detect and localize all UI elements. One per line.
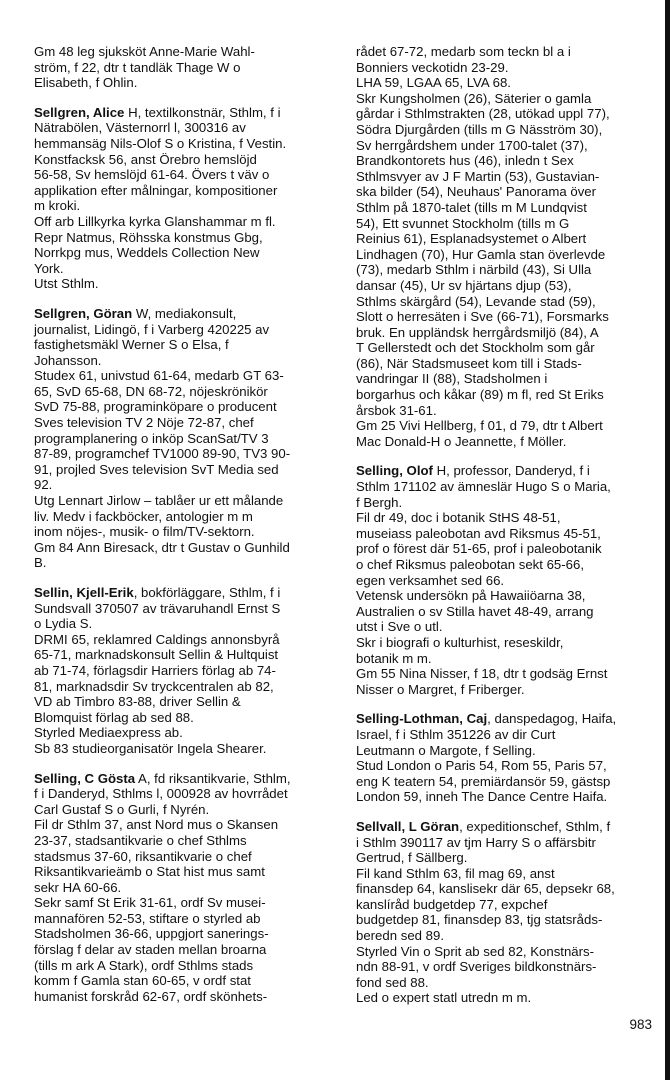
entry-line: m kroki. bbox=[34, 198, 81, 214]
entry-line: Stud London o Paris 54, Rom 55, Paris 57, bbox=[356, 758, 607, 774]
entry-line: Bonniers veckotidn 23-29. bbox=[356, 59, 509, 75]
entry-line: 92. bbox=[34, 477, 53, 493]
entry-line: Off arb Lillkyrka kyrka Glanshammar m fl. bbox=[34, 213, 276, 229]
entry-selling-c-gosta-continued bbox=[356, 44, 656, 449]
entry-line: årsbok 31-61. bbox=[356, 402, 437, 418]
entry-line: T Gellerstedt och det Stockholm som går bbox=[356, 340, 595, 356]
entry-line: Skr Kungsholmen (26), Säterier o gamla bbox=[356, 90, 592, 106]
entry-line: förslag f delar av staden mellan broarna bbox=[34, 942, 267, 958]
entry-line: Sthlms skärgård (54), Levande stad (59), bbox=[356, 293, 596, 309]
entry-line: Fil dr Sthlm 37, anst Nord mus o Skansen bbox=[34, 817, 279, 833]
entry-line: egen verksamhet sed 66. bbox=[356, 572, 505, 588]
entry-line: Sthlmsvyer av J F Martin (53), Gustavian- bbox=[356, 168, 600, 184]
entry-line: Australien o sv Stilla havet 48-49, arrang bbox=[356, 603, 594, 619]
entry-sellin-kjell-erik bbox=[34, 585, 334, 757]
entry-line: komm f Gamla stan 60-65, v ordf stat bbox=[34, 973, 251, 989]
entry-line: fastighetsmäkl Werner S o Elsa, f bbox=[34, 337, 229, 353]
entry-line: mannafören 52-53, stiftare o styrled ab bbox=[34, 910, 261, 926]
entry-line: 87-89, programchef TV1000 89-90, TV3 90- bbox=[34, 446, 291, 462]
entry-line: 23-37, stadsantikvarie o chef Sthlms bbox=[34, 832, 247, 848]
entry-line: 65, SvD 65-68, DN 68-72, nöjeskrönikör bbox=[34, 383, 268, 399]
entry-line: Blomquist förlag ab sed 88. bbox=[34, 709, 194, 725]
entry-line: Sekr samf St Erik 31-61, ordf Sv musei- bbox=[34, 895, 266, 911]
entry-line: London 59, inneh The Dance Centre Haifa. bbox=[356, 789, 608, 805]
entry-line: (86), När Stadsmuseet kom till i Stads- bbox=[356, 355, 582, 371]
entry-line: Sundsvall 370507 av trävaruhandl Ernst S bbox=[34, 600, 281, 616]
entry-heading-line bbox=[34, 771, 334, 787]
entry-line: Gm 55 Nina Nisser, f 18, dtr t godsäg Ernst bbox=[356, 666, 608, 682]
entry-line: Nisser o Margret, f Friberger. bbox=[356, 681, 525, 697]
entry-heading-line bbox=[356, 819, 656, 835]
entry-line: , expeditionschef, Sthlm, f bbox=[459, 818, 611, 834]
entry-line: Johansson. bbox=[34, 352, 102, 368]
entry-line: LHA 59, LGAA 65, LVA 68. bbox=[356, 75, 511, 91]
column-left bbox=[34, 44, 334, 1018]
entry-line: York. bbox=[34, 260, 64, 276]
entry-line: Gm 48 leg sjuksköt Anne-Marie Wahl- bbox=[34, 44, 255, 59]
entry-line: Sthlm 171102 av ämneslär Hugo S o Maria, bbox=[356, 479, 611, 495]
entry-line: 91, projled Sves television SvT Media sed bbox=[34, 461, 279, 477]
entry-sellgren-goran bbox=[34, 306, 334, 571]
entry-line: 54), Ett svunnet Stockholm (tills m G bbox=[356, 215, 570, 231]
entry-line: Sv herrgårdshem under 1700-talet (37), bbox=[356, 137, 588, 153]
entry-line: Studex 61, univstud 61-64, medarb GT 63- bbox=[34, 368, 284, 384]
entry-line: hemmansäg Nils-Olof S o Kristina, f Vestin. bbox=[34, 135, 287, 151]
entry-line: Repr Natmus, Röhsska konstmus Gbg, bbox=[34, 229, 263, 245]
entry-line: Fil kand Sthlm 63, fil mag 69, anst bbox=[356, 865, 555, 881]
entry-name: Sellgren, Alice bbox=[34, 104, 125, 120]
entry-line: (tills m ark A Stark), ordf Sthlms stads bbox=[34, 957, 254, 973]
entry-line: f Bergh. bbox=[356, 494, 403, 510]
entry-line: liv. Medv i fackböcker, antologier m m bbox=[34, 508, 253, 524]
entry-name: Sellin, Kjell-Erik bbox=[34, 585, 134, 600]
entry-line: Brandkontorets hus (46), inledn t Sex bbox=[356, 153, 574, 169]
entry-line: dansar (45), Ur sv hjärtans djup (53), bbox=[356, 277, 572, 293]
entry-line: 81, marknadsdir Sv tryckcentralen ab 82, bbox=[34, 678, 274, 694]
entry-line: f i Danderyd, Sthlms l, 000928 av hovrrådet bbox=[34, 786, 288, 802]
entry-line: ab 71-74, förlagsdir Harriers förlag ab 74- bbox=[34, 662, 276, 678]
entry-line: Fil dr 49, doc i botanik StHS 48-51, bbox=[356, 510, 561, 526]
entry-sellvall-l-goran bbox=[356, 819, 656, 1006]
entry-name: Selling, C Gösta bbox=[34, 770, 136, 786]
entry-sellgren-alice bbox=[34, 105, 334, 292]
entry-selling-c-gosta bbox=[34, 771, 334, 1005]
entry-line: sekr HA 60-66. bbox=[34, 879, 122, 895]
entry-line: Vetensk undersökn på Hawaiiöarna 38, bbox=[356, 588, 586, 604]
entry-selling-olof bbox=[356, 463, 656, 697]
entry-line: botanik m m. bbox=[356, 650, 432, 666]
entry-line: ström, f 22, dtr t tandläk Thage W o bbox=[34, 59, 241, 75]
entry-line: Nätrabölen, Västernorrl l, 300316 av bbox=[34, 120, 246, 136]
entry-line: beredn sed 89. bbox=[356, 928, 444, 944]
entry-line: vandringar II (88), Stadsholmen i bbox=[356, 371, 548, 387]
entry-line: Stadsholmen 36-66, uppgjort sanerings- bbox=[34, 926, 269, 942]
entry-line: , bokförläggare, Sthlm, f i bbox=[133, 585, 281, 600]
entry-line: o Lydia S. bbox=[34, 616, 93, 632]
entry-line: prof o förest där 51-65, prof i paleobotanik bbox=[356, 541, 602, 557]
entry-line: DRMI 65, reklamred Caldings annonsbyrå bbox=[34, 631, 280, 647]
entry-line: stadsmus 37-60, riksantikvarie o chef bbox=[34, 848, 252, 864]
entry-line: Sves television TV 2 Nöje 72-87, chef bbox=[34, 415, 254, 431]
entry-line: B. bbox=[34, 555, 47, 571]
entry-line: SvD 75-88, programinköpare o producent bbox=[34, 399, 277, 415]
entry-line: W, mediakonsult, bbox=[132, 305, 237, 321]
entry-selling-lothman-caj bbox=[356, 711, 656, 805]
entry-line: kanslíråd budgetdep 77, expchef bbox=[356, 896, 548, 912]
entry-line: Led o expert statl utredn m m. bbox=[356, 990, 532, 1006]
entry-line: Gertrud, f Sällberg. bbox=[356, 850, 468, 866]
entry-line: Styrled Mediaexpress ab. bbox=[34, 725, 183, 741]
entry-line: ndn 88-91, v ordf Sveriges bildkonstnärs- bbox=[356, 959, 597, 975]
page-number: 983 bbox=[629, 1017, 652, 1032]
entry-line: Slott o herresäten i Sve (66-71), Forsmarks bbox=[356, 309, 609, 325]
entry-line: finansdep 64, kanslisekr där 65, depsekr 68, bbox=[356, 881, 615, 897]
entry-line: borgarhus och kåkar (89) m fl, red St Eriks bbox=[356, 387, 604, 403]
entry-line: Södra Djurgården (tills m G Näsström 30), bbox=[356, 121, 603, 137]
entry-line: Reinius 61), Esplanadsystemet o Albert bbox=[356, 231, 587, 247]
entry-line: , danspedagog, Haifa, bbox=[487, 711, 617, 727]
entry-line: bruk. En uppländsk herrgårdsmiljö (84), A bbox=[356, 324, 599, 340]
entry-line: Sthlm på 1870-talet (tills m M Lundqvist bbox=[356, 199, 587, 215]
entry-line: Gm 84 Ann Biresack, dtr t Gustav o Gunhild bbox=[34, 539, 290, 555]
entry-name: Sellgren, Göran bbox=[34, 305, 133, 321]
entry-line: humanist forskråd 62-67, ordf skönhets- bbox=[34, 988, 268, 1004]
entry-heading-line bbox=[34, 585, 334, 601]
entry-heading-line bbox=[356, 711, 656, 727]
entry-name: Selling, Olof bbox=[356, 463, 433, 479]
entry-line: 65-71, marknadskonsult Sellin & Hultquist bbox=[34, 647, 279, 663]
entry-line: Norrkpg mus, Weddels Collection New bbox=[34, 245, 260, 261]
entry-line: Utst Sthlm. bbox=[34, 276, 99, 292]
entry-line: Leutmann o Margote, f Selling. bbox=[356, 742, 536, 758]
entry-heading-line bbox=[34, 306, 334, 322]
entry-line: Konstfacksk 56, anst Örebro hemslöjd bbox=[34, 151, 257, 167]
entry-line: i Sthlm 390117 av tjm Harry S o affärsbitr bbox=[356, 834, 596, 850]
entry-line: budgetdep 81, finansdep 83, tjg statsråds- bbox=[356, 912, 603, 928]
entry-line: Skr i biografi o kulturhist, reseskildr, bbox=[356, 634, 564, 650]
entry-line: Riksantikvarieämb o Stat hist mus samt bbox=[34, 864, 265, 880]
entry-heading-line bbox=[356, 463, 656, 479]
page-edge-bar bbox=[665, 0, 670, 1080]
entry-continuation bbox=[34, 44, 334, 91]
column-right bbox=[356, 44, 656, 1020]
entry-line: (73), medarb Sthlm i närbild (43), Si Ulla bbox=[356, 262, 592, 278]
entry-name: Selling-Lothman, Caj bbox=[356, 711, 488, 727]
entry-line: Carl Gustaf S o Gurli, f Nyrén. bbox=[34, 801, 210, 817]
entry-line: Utg Lennart Jirlow – tablåer ur ett målande bbox=[34, 493, 284, 509]
entry-line: Gm 25 Vivi Hellberg, f 01, d 79, dtr t Albert bbox=[356, 418, 603, 434]
entry-name: Sellvall, L Göran bbox=[356, 818, 460, 834]
entry-line: Sb 83 studieorganisatör Ingela Shearer. bbox=[34, 740, 267, 756]
entry-line: rådet 67-72, medarb som teckn bl a i bbox=[356, 44, 571, 59]
entry-line: Styrled Vin o Sprit ab sed 82, Konstnärs- bbox=[356, 943, 594, 959]
entry-line: applikation efter målningar, kompositioner bbox=[34, 182, 278, 198]
entry-line: fond sed 88. bbox=[356, 974, 429, 990]
entry-line: o chef Riksmus paleobotan sekt 65-66, bbox=[356, 557, 584, 572]
entry-line: ska bilder (54), Neuhaus' Panorama över bbox=[356, 184, 597, 200]
entry-heading-line bbox=[34, 105, 334, 121]
entry-line: VD ab Timbro 83-88, driver Sellin & bbox=[34, 694, 241, 710]
entry-line: 56-58, Sv hemslöjd 61-64. Övers t väv o bbox=[34, 167, 270, 183]
entry-line: A, fd riksantikvarie, Sthlm, bbox=[135, 770, 291, 786]
entry-line: Lindhagen (70), Hur Gamla stan överlevde bbox=[356, 246, 606, 262]
entry-line: programplanering o inköp ScanSat/TV 3 bbox=[34, 430, 269, 446]
entry-line: Mac Donald-H o Jeannette, f Möller. bbox=[356, 433, 567, 449]
entry-line: eng K teatern 54, premiärdansör 59, gästsp bbox=[356, 773, 611, 789]
entry-line: museiass paleobotan avd Riksmus 45-51, bbox=[356, 525, 601, 541]
entry-line: journalist, Lidingö, f i Varberg 420225 av bbox=[34, 321, 270, 337]
entry-line: Elisabeth, f Ohlin. bbox=[34, 75, 138, 91]
entry-line: utst i Sve o utl. bbox=[356, 619, 443, 635]
entry-line: inom nöjes-, musik- o film/TV-sektorn. bbox=[34, 524, 255, 540]
entry-line: gårdar i Sthlmstrakten (28, utökad uppl 77), bbox=[356, 106, 610, 122]
entry-line: Israel, f i Sthlm 351226 av dir Curt bbox=[356, 726, 556, 742]
entry-line: H, textilkonstnär, Sthlm, f i bbox=[124, 104, 281, 120]
entry-line: H, professor, Danderyd, f i bbox=[432, 463, 590, 479]
